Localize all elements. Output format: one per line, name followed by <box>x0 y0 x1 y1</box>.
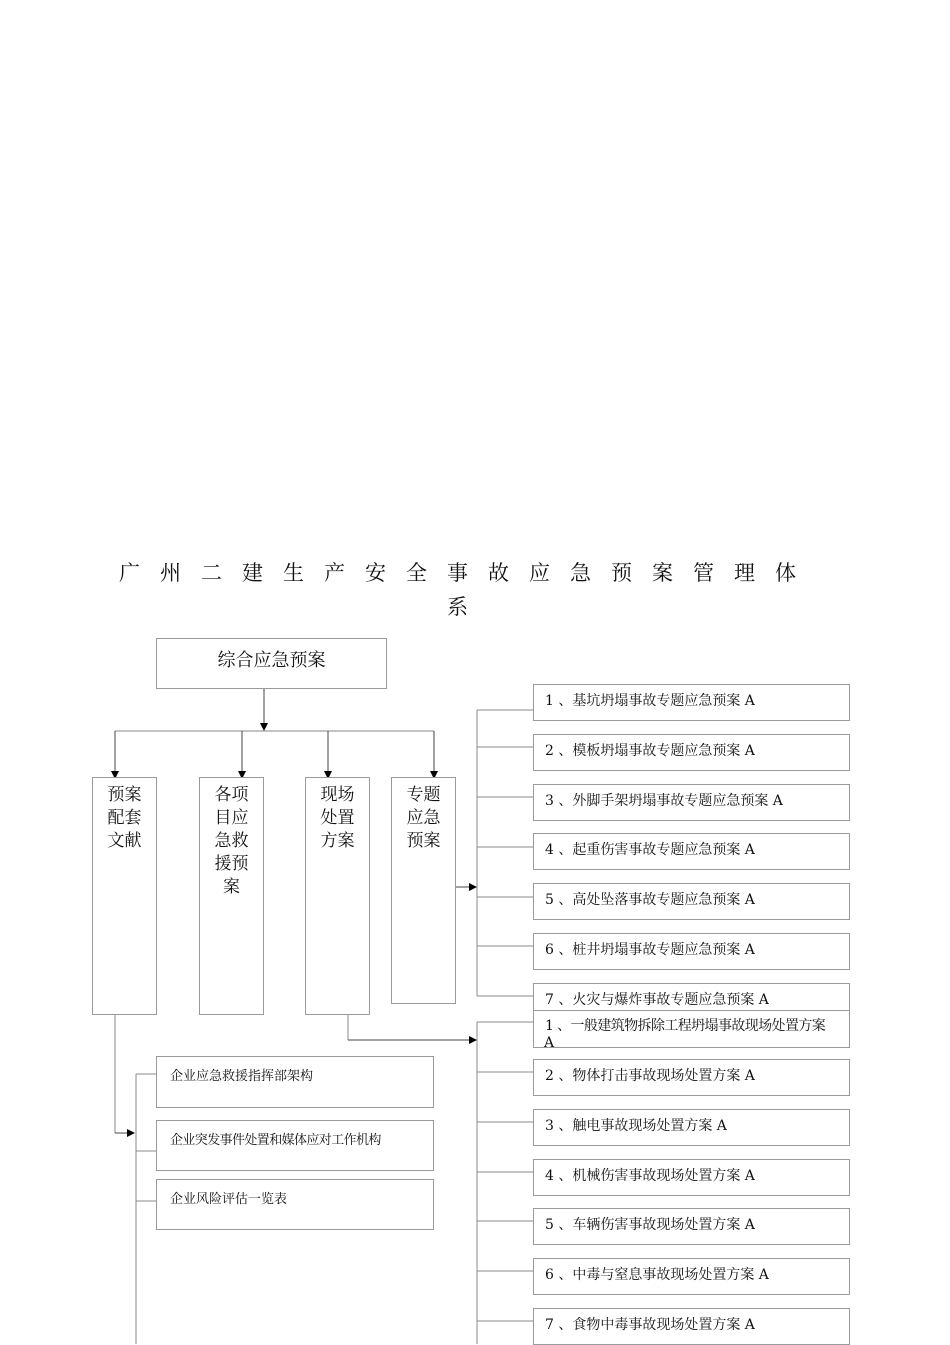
special-plan-item: 5 、高处坠落事故专题应急预案 A <box>533 883 850 920</box>
onsite-plan-item: 6 、中毒与窒息事故现场处置方案 A <box>533 1258 850 1295</box>
onsite-plan-item: 7 、食物中毒事故现场处置方案 A <box>533 1308 850 1345</box>
category-label-line: 案 <box>223 877 240 897</box>
category-special-plans <box>391 777 456 1004</box>
onsite-plan-item: 5 、车辆伤害事故现场处置方案 A <box>533 1208 850 1245</box>
category-label-line: 专题 <box>406 785 441 805</box>
category-label-line: 预案 <box>406 831 441 851</box>
special-plan-item: 6 、桩井坍塌事故专题应急预案 A <box>533 933 850 970</box>
category-label-line: 处置 <box>320 808 355 828</box>
category-label-line: 各项 <box>214 785 249 805</box>
supporting-doc-item: 企业风险评估一览表 <box>156 1179 434 1230</box>
category-supporting-docs <box>92 777 157 1015</box>
category-label-line: 方案 <box>320 831 355 851</box>
special-plan-item: 4 、起重伤害事故专题应急预案 A <box>533 833 850 870</box>
category-label-line: 急救 <box>214 831 249 851</box>
supporting-doc-item: 企业应急救援指挥部架构 <box>156 1056 434 1108</box>
onsite-plan-item: 3 、触电事故现场处置方案 A <box>533 1109 850 1146</box>
special-plan-item: 7 、火灾与爆炸事故专题应急预案 A <box>533 983 850 1013</box>
page-title-continued: 系 <box>447 595 488 619</box>
special-plan-item: 2 、模板坍塌事故专题应急预案 A <box>533 734 850 771</box>
category-label-line: 现场 <box>320 785 355 805</box>
category-label-line: 配套 <box>107 808 142 828</box>
onsite-plan-item <box>533 1010 850 1051</box>
category-label-line: 目应 <box>214 808 249 828</box>
special-plan-item: 1 、基坑坍塌事故专题应急预案 A <box>533 684 850 721</box>
category-onsite-plans <box>305 777 370 1015</box>
onsite-plan-item: 2 、物体打击事故现场处置方案 A <box>533 1059 850 1096</box>
page-title: 广州二建生产安全事故应急预案管理体 <box>119 561 816 585</box>
category-label-line: 援预 <box>214 854 249 874</box>
onsite-plan-text: 1 、一般建筑物拆除工程坍塌事故现场处置方案 <box>545 1018 826 1034</box>
category-project-plans <box>199 777 264 1015</box>
root-node: 综合应急预案 <box>156 638 387 689</box>
special-plan-item: 3 、外脚手架坍塌事故专题应急预案 A <box>533 784 850 821</box>
category-label-line: 预案 <box>107 785 142 805</box>
supporting-doc-item: 企业突发事件处置和媒体应对工作机构 <box>156 1120 434 1171</box>
category-label-line: 文献 <box>107 831 142 851</box>
onsite-plan-item: 4 、机械伤害事故现场处置方案 A <box>533 1159 850 1196</box>
onsite-plan-text-cont: A <box>544 1035 555 1051</box>
category-label-line: 应急 <box>406 808 441 828</box>
